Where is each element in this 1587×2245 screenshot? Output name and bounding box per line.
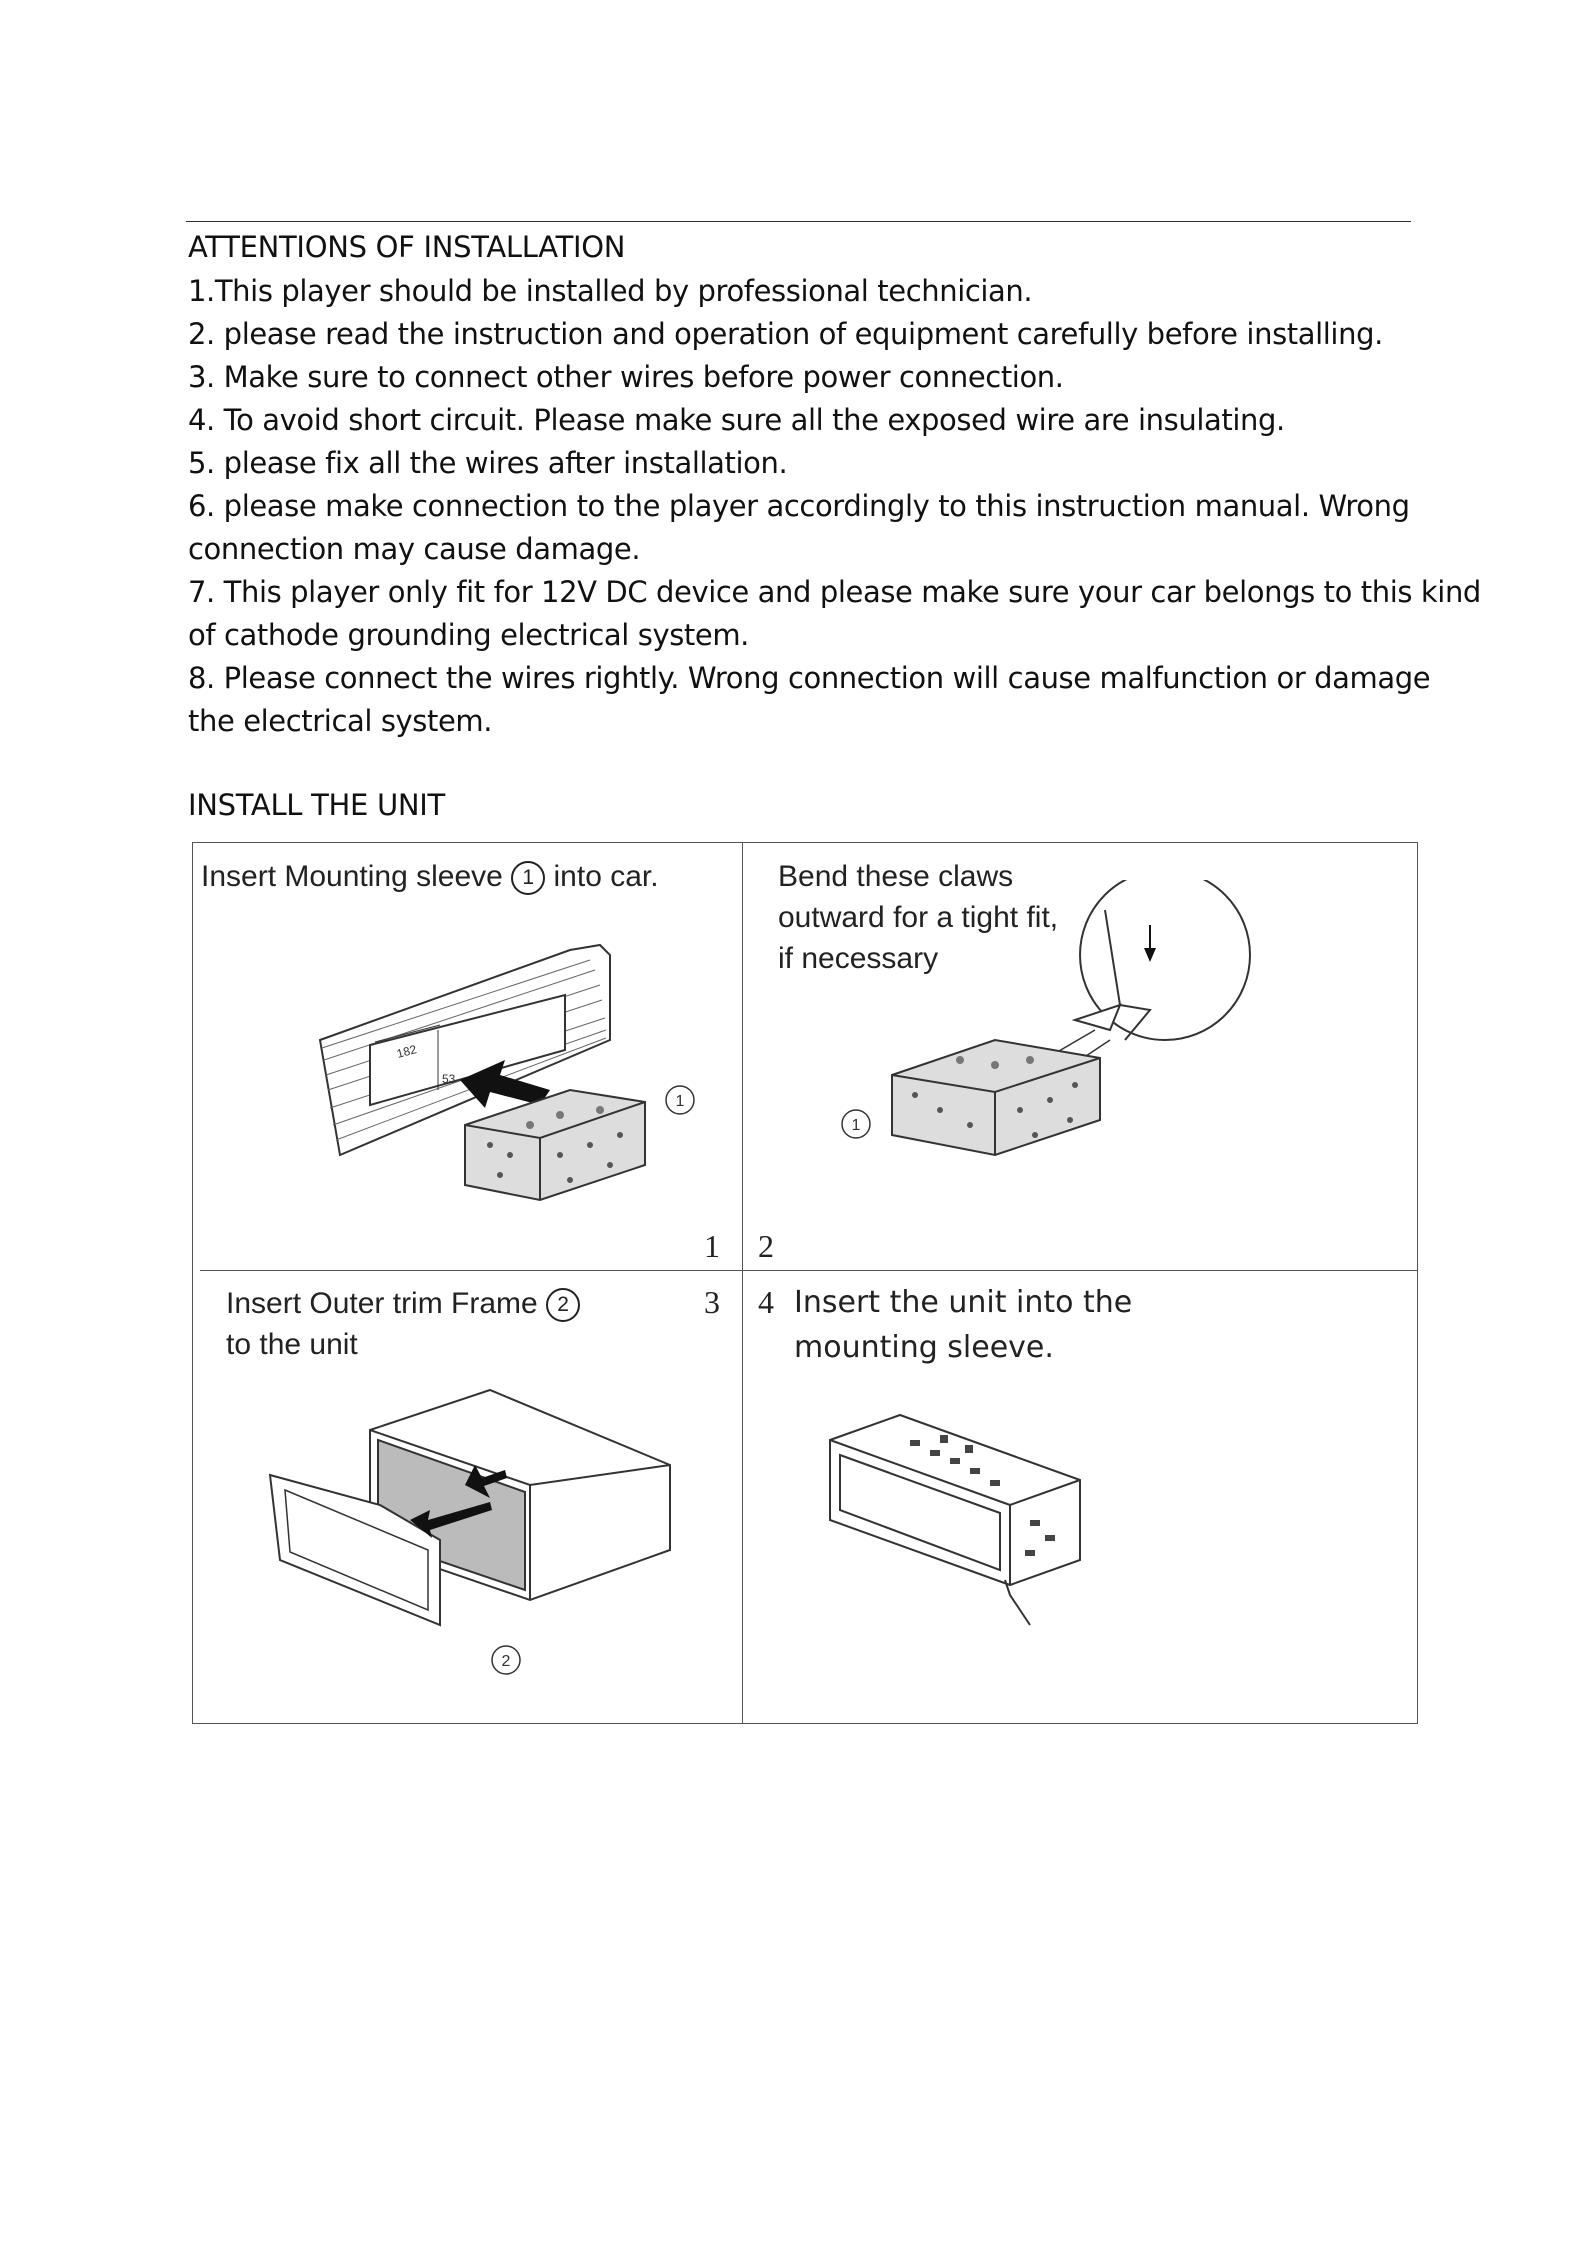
panel3-trim-frame-illustration <box>260 1380 680 1690</box>
section-title-install: INSTALL THE UNIT <box>188 788 445 822</box>
panel1-callout: 1 <box>675 1093 685 1110</box>
panel3-number: 3 <box>704 1284 720 1320</box>
attention-line: of cathode grounding electrical system. <box>188 618 750 652</box>
attention-line: 1.This player should be installed by professional technician. <box>188 274 1033 308</box>
panel2-claw-illustration <box>820 880 1280 1170</box>
attention-line: the electrical system. <box>188 704 493 738</box>
panel1-dim-height: 53 <box>442 1072 456 1086</box>
attention-list <box>188 270 1481 743</box>
panel1-caption: Insert Mounting sleeve 1 into car. <box>201 860 659 893</box>
attention-line: 7. This player only fit for 12V DC device and please make sure your car belongs to this kind <box>188 575 1481 609</box>
panel4-caption: Insert the unit into the mounting sleeve. <box>794 1285 1133 1365</box>
attention-line: 5. please fix all the wires after installation. <box>188 446 788 480</box>
panel3-callout: 2 <box>501 1653 511 1670</box>
panel1-dim-width: 182 <box>395 1042 419 1061</box>
section-title-attentions: ATTENTIONS OF INSTALLATION <box>188 230 626 264</box>
top-rule <box>186 221 1411 222</box>
panel4-number: 4 <box>758 1284 774 1320</box>
attention-line: 8. Please connect the wires rightly. Wrong connection will cause malfunction or damage <box>188 661 1431 695</box>
attention-line: 4. To avoid short circuit. Please make sure all the exposed wire are insulating. <box>188 403 1285 437</box>
grid-divider-horizontal <box>200 1270 1418 1271</box>
circled-number-2: 2 <box>546 1288 580 1322</box>
attention-line: 6. please make connection to the player accordingly to this instruction manual. Wrong <box>188 489 1410 523</box>
panel1-sleeve-illustration <box>300 930 720 1220</box>
panel2-callout: 1 <box>851 1117 861 1134</box>
panel3-caption: Insert Outer trim Frame 2 to the unit <box>226 1283 580 1365</box>
panel4-unit-illustration <box>820 1410 1120 1630</box>
panel2-number: 2 <box>758 1228 774 1264</box>
attention-line: 2. please read the instruction and operation of equipment carefully before installing. <box>188 317 1383 351</box>
panel2-caption: Bend these claws outward for a tight fit, if necessary <box>778 860 1059 975</box>
attention-line: connection may cause damage. <box>188 532 641 566</box>
grid-divider-vertical <box>742 842 743 1724</box>
circled-number-1: 1 <box>511 861 545 895</box>
attention-line: 3. Make sure to connect other wires before power connection. <box>188 360 1064 394</box>
panel1-number: 1 <box>704 1228 720 1264</box>
